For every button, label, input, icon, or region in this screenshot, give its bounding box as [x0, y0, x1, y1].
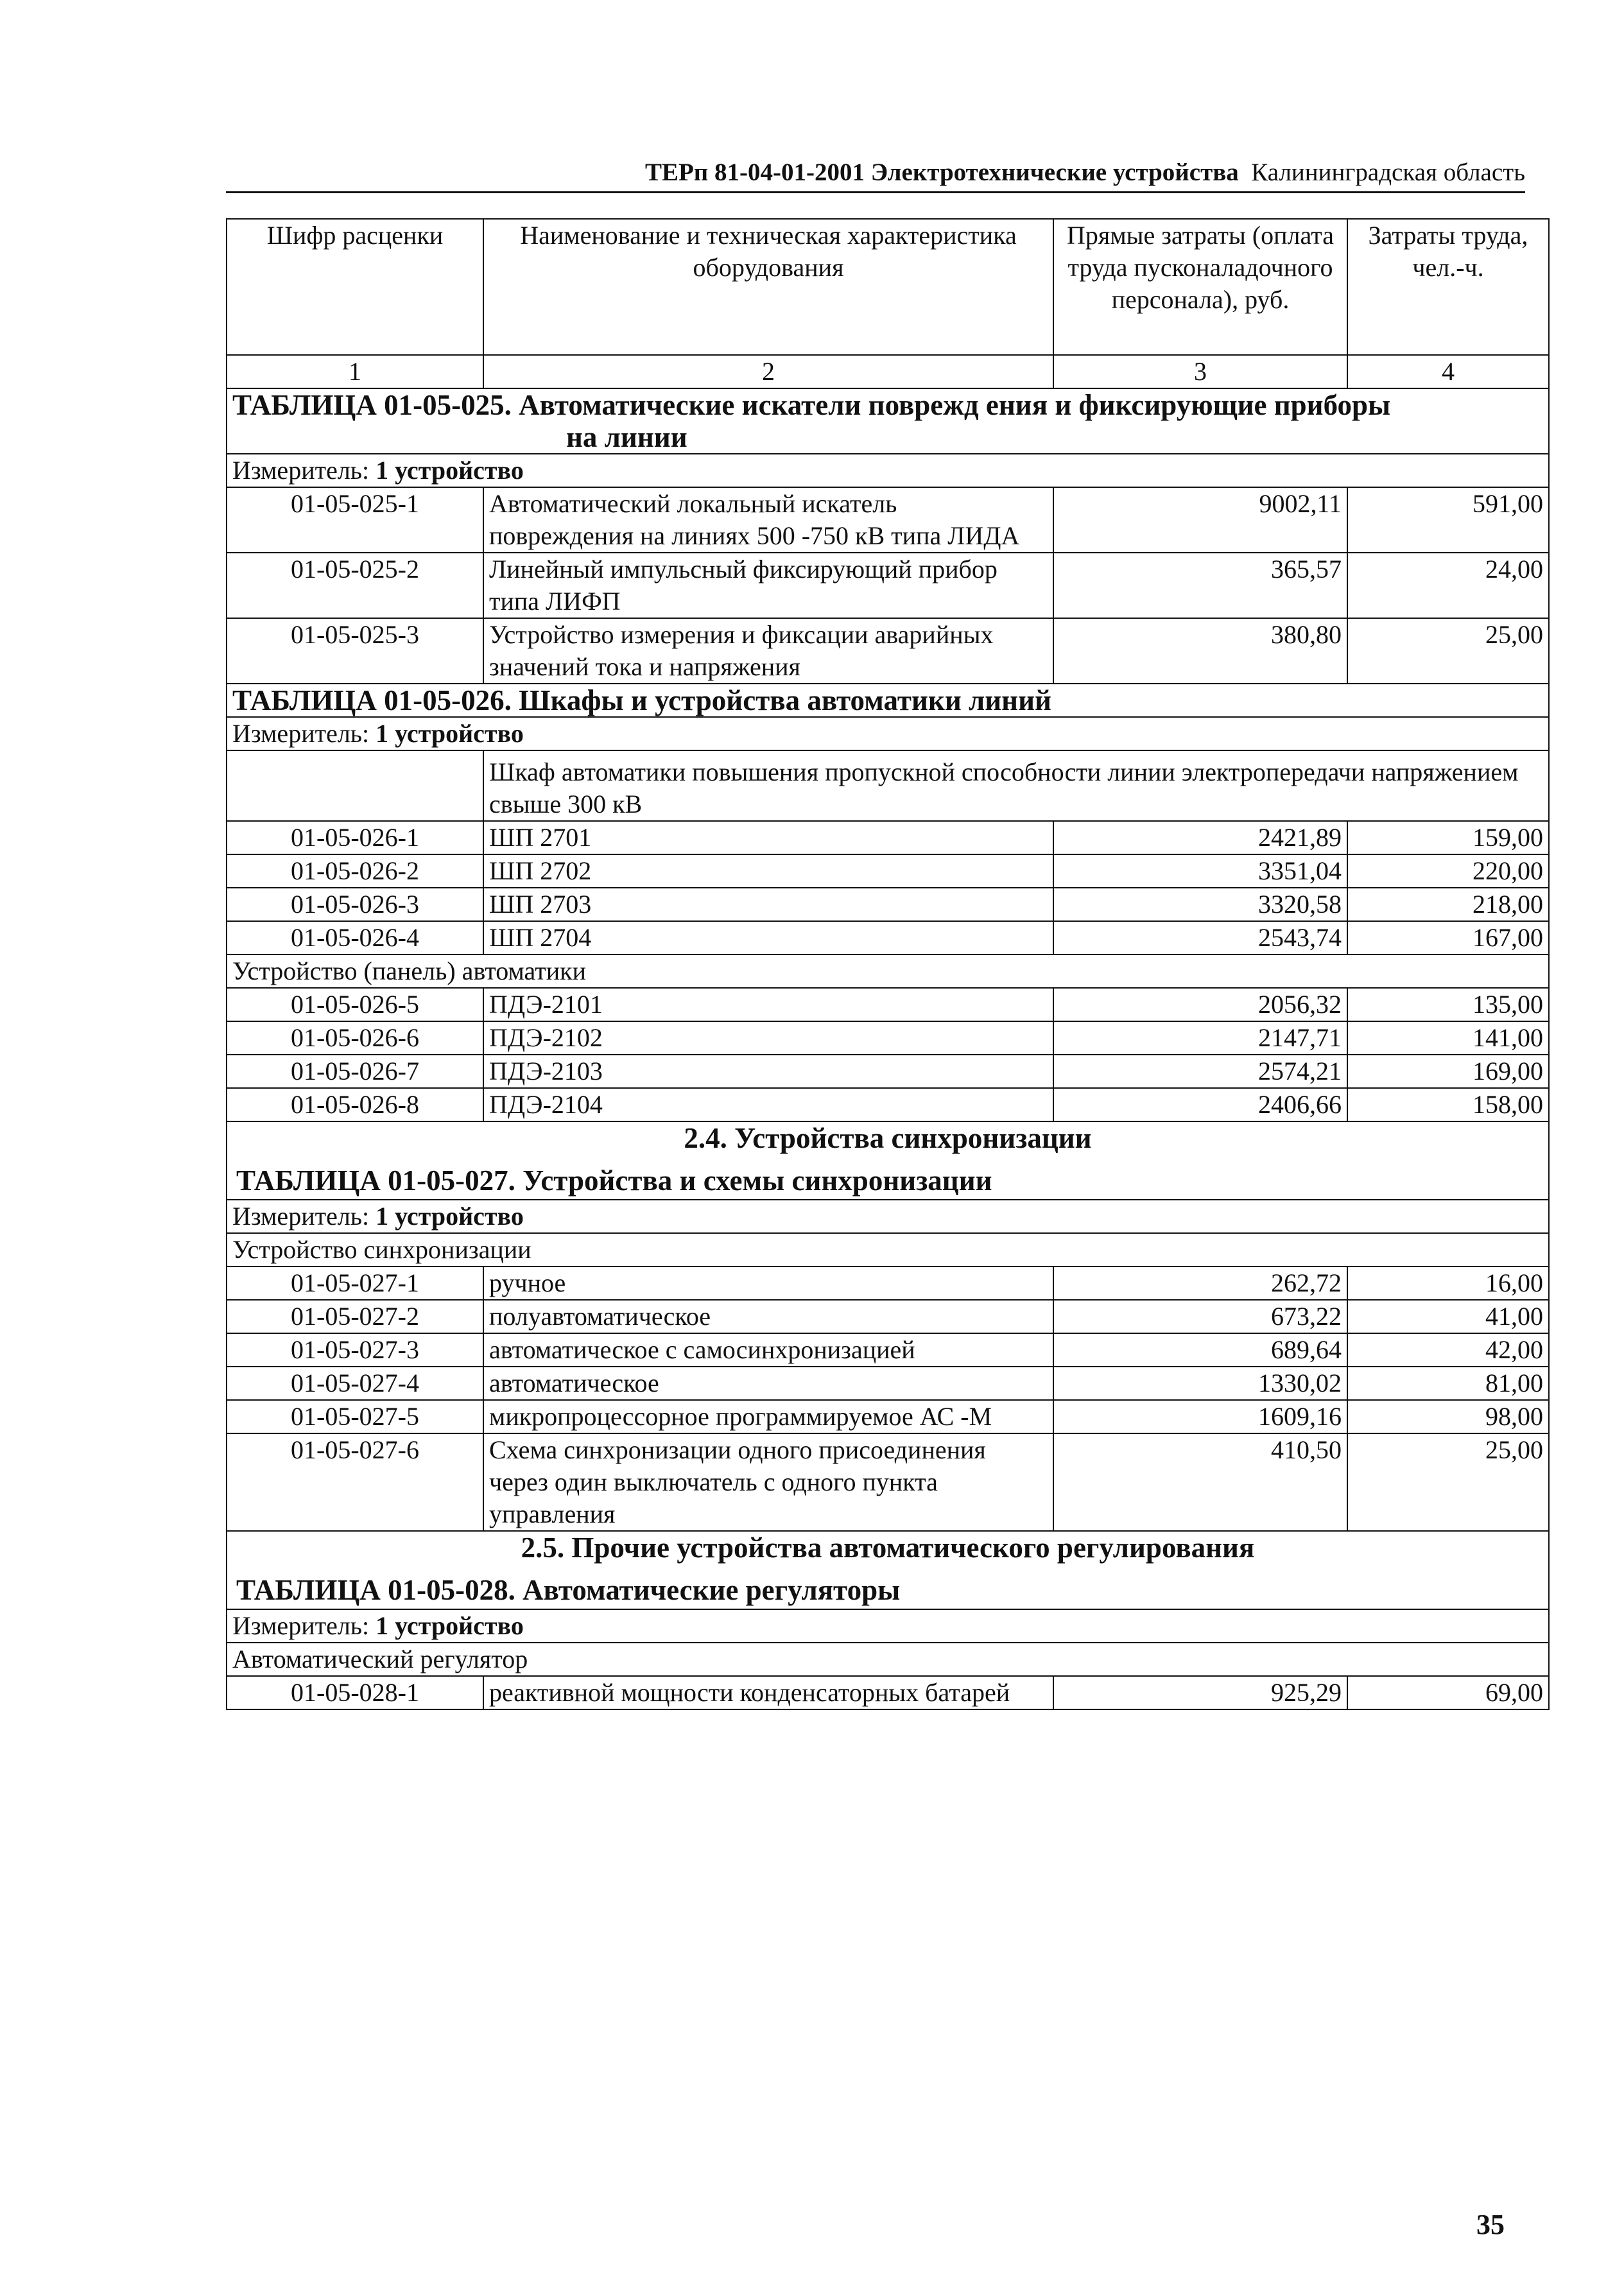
table-row: [227, 1055, 1549, 1088]
table-title-continuation: на линии: [566, 421, 687, 453]
table-row: [227, 1433, 1549, 1531]
table-row: [227, 1021, 1549, 1055]
table-row: [227, 553, 1549, 618]
table-title-025: [227, 388, 1549, 454]
col-header-name: Наименование и техническая характеристика оборудования: [483, 219, 1053, 355]
measure-row: [227, 1200, 1549, 1233]
rate-name: ПДЭ-2103: [483, 1055, 1053, 1088]
rate-code: 01-05-027-2: [227, 1300, 483, 1333]
rate-name: реактивной мощности конденсаторных батарей: [483, 1676, 1053, 1709]
rate-name: Схема синхронизации одного присоединения через один выключатель с одного пункта управления: [483, 1433, 1053, 1531]
rate-labor: 16,00: [1347, 1266, 1549, 1300]
header-region: Калининградская область: [1251, 159, 1525, 186]
rate-code: 01-05-026-3: [227, 888, 483, 921]
measure-label: Измеритель:: [232, 1202, 370, 1231]
table-title-text: ТАБЛИЦА 01-05-025. Автоматические искатели поврежд ения и фиксирующие приборы: [232, 389, 1391, 421]
measure-row: [227, 1609, 1549, 1643]
table-row: [227, 854, 1549, 888]
rate-labor: 25,00: [1347, 618, 1549, 684]
rate-labor: 591,00: [1347, 487, 1549, 553]
table-title-row: [227, 388, 1549, 454]
table-title-028: ТАБЛИЦА 01-05-028. Автоматические регуляторы: [236, 1574, 901, 1606]
rate-cost: 3351,04: [1053, 854, 1347, 888]
table-row: [227, 888, 1549, 921]
rate-cost: 410,50: [1053, 1433, 1347, 1531]
rate-cost: 2406,66: [1053, 1088, 1347, 1121]
rate-code: 01-05-027-3: [227, 1333, 483, 1367]
rate-cost: 689,64: [1053, 1333, 1347, 1367]
rate-cost: 1330,02: [1053, 1367, 1347, 1400]
rate-labor: 69,00: [1347, 1676, 1549, 1709]
section-row: [227, 1121, 1549, 1200]
table-row: [227, 988, 1549, 1021]
rate-labor: 135,00: [1347, 988, 1549, 1021]
table-row: [227, 1676, 1549, 1709]
rate-cost: 925,29: [1053, 1676, 1347, 1709]
measure-value: 1 устройство: [376, 1202, 524, 1231]
rate-name: ПДЭ-2102: [483, 1021, 1053, 1055]
rate-name: ШП 2701: [483, 821, 1053, 854]
rate-labor: 42,00: [1347, 1333, 1549, 1367]
rate-labor: 167,00: [1347, 921, 1549, 955]
rate-cost: 2574,21: [1053, 1055, 1347, 1088]
rate-name: ШП 2704: [483, 921, 1053, 955]
rate-cost: 9002,11: [1053, 487, 1347, 553]
header-doc: ТЕРп 81-04-01-2001 Электротехнические устройства: [644, 159, 1239, 186]
rate-code: 01-05-026-2: [227, 854, 483, 888]
rate-code: 01-05-026-6: [227, 1021, 483, 1055]
table-row: [227, 1400, 1549, 1433]
rate-labor: 41,00: [1347, 1300, 1549, 1333]
rate-labor: 98,00: [1347, 1400, 1549, 1433]
measure-025: [227, 454, 1549, 487]
column-number-row: [227, 355, 1549, 388]
measure-value: 1 устройство: [376, 1611, 524, 1640]
rate-cost: 673,22: [1053, 1300, 1347, 1333]
table-row: [227, 618, 1549, 684]
rate-cost: 2147,71: [1053, 1021, 1347, 1055]
rate-name: ШП 2702: [483, 854, 1053, 888]
table-row: [227, 487, 1549, 553]
col-number-3: 3: [1053, 355, 1347, 388]
table-title-027: ТАБЛИЦА 01-05-027. Устройства и схемы синхронизации: [236, 1164, 992, 1197]
section-title: 2.4. Устройства синхронизации: [684, 1122, 1092, 1154]
rate-name: микропроцессорное программируемое АС -М: [483, 1400, 1053, 1433]
rate-code: 01-05-027-4: [227, 1367, 483, 1400]
rate-code: 01-05-027-1: [227, 1266, 483, 1300]
measure-value: 1 устройство: [376, 456, 524, 485]
measure-label: Измеритель:: [232, 719, 370, 748]
rate-labor: 218,00: [1347, 888, 1549, 921]
rate-cost: 2056,32: [1053, 988, 1347, 1021]
col-header-labor: Затраты труда, чел.-ч.: [1347, 219, 1549, 355]
group-label: Устройство синхронизации: [227, 1233, 1549, 1266]
rate-name: автоматическое: [483, 1367, 1053, 1400]
rate-name: ПДЭ-2101: [483, 988, 1053, 1021]
rate-labor: 81,00: [1347, 1367, 1549, 1400]
table-title-row: [227, 684, 1549, 717]
rate-cost: 2421,89: [1053, 821, 1347, 854]
col-number-1: 1: [227, 355, 483, 388]
table-row: [227, 1367, 1549, 1400]
rate-code: 01-05-026-5: [227, 988, 483, 1021]
measure-label: Измеритель:: [232, 456, 370, 485]
rates-table: [226, 218, 1550, 1710]
rate-code: 01-05-025-3: [227, 618, 483, 684]
rate-code: 01-05-026-7: [227, 1055, 483, 1088]
rate-code: 01-05-026-1: [227, 821, 483, 854]
rate-labor: 169,00: [1347, 1055, 1549, 1088]
measure-026: [227, 717, 1549, 750]
table-header-row: [227, 219, 1549, 355]
section-row: [227, 1531, 1549, 1609]
rate-name: ручное: [483, 1266, 1053, 1300]
rate-name: Автоматический локальный искатель повреждения на линиях 500 -750 кВ типа ЛИДА: [483, 487, 1053, 553]
rate-cost: 1609,16: [1053, 1400, 1347, 1433]
rate-name: Линейный импульсный фиксирующий прибор типа ЛИФП: [483, 553, 1053, 618]
section-title: 2.5. Прочие устройства автоматического регулирования: [521, 1532, 1255, 1564]
rate-name: ПДЭ-2104: [483, 1088, 1053, 1121]
rate-name: полуавтоматическое: [483, 1300, 1053, 1333]
rate-labor: 158,00: [1347, 1088, 1549, 1121]
running-header: [226, 154, 1525, 193]
rate-labor: 220,00: [1347, 854, 1549, 888]
page-number: 35: [1476, 2209, 1505, 2240]
group-row: [227, 955, 1549, 988]
table-row: [227, 921, 1549, 955]
table-row: [227, 1088, 1549, 1121]
rate-labor: 159,00: [1347, 821, 1549, 854]
measure-value: 1 устройство: [376, 719, 524, 748]
measure-row: [227, 454, 1549, 487]
measure-028: [227, 1609, 1549, 1643]
section-heading-2-4: [227, 1121, 1549, 1200]
col-number-2: 2: [483, 355, 1053, 388]
rate-labor: 141,00: [1347, 1021, 1549, 1055]
group-label: Устройство (панель) автоматики: [227, 955, 1549, 988]
rate-code: 01-05-026-8: [227, 1088, 483, 1121]
measure-label: Измеритель:: [232, 1611, 370, 1640]
group-row: [227, 750, 1549, 821]
rate-code: 01-05-027-6: [227, 1433, 483, 1531]
col-number-4: 4: [1347, 355, 1549, 388]
section-heading-2-5: [227, 1531, 1549, 1609]
rate-labor: 24,00: [1347, 553, 1549, 618]
measure-row: [227, 717, 1549, 750]
rate-labor: 25,00: [1347, 1433, 1549, 1531]
rate-name: Устройство измерения и фиксации аварийных значений тока и напряжения: [483, 618, 1053, 684]
rate-cost: 262,72: [1053, 1266, 1347, 1300]
rate-code: 01-05-027-5: [227, 1400, 483, 1433]
col-header-code: Шифр расценки: [227, 219, 483, 355]
table-title-026: ТАБЛИЦА 01-05-026. Шкафы и устройства автоматики линий: [227, 684, 1549, 717]
rate-code: 01-05-025-2: [227, 553, 483, 618]
table-row: [227, 1333, 1549, 1367]
rate-code: 01-05-026-4: [227, 921, 483, 955]
rate-cost: 3320,58: [1053, 888, 1347, 921]
table-row: [227, 821, 1549, 854]
table-row: [227, 1300, 1549, 1333]
rate-code: 01-05-025-1: [227, 487, 483, 553]
col-header-cost: Прямые затраты (оплата труда пусконаладочного персонала), руб.: [1053, 219, 1347, 355]
group-row: [227, 1233, 1549, 1266]
rate-cost: 365,57: [1053, 553, 1347, 618]
rate-name: автоматическое с самосинхронизацией: [483, 1333, 1053, 1367]
measure-027: [227, 1200, 1549, 1233]
table-row: [227, 1266, 1549, 1300]
group-label: Шкаф автоматики повышения пропускной способности линии электропередачи напряжением свыше 300 кВ: [483, 750, 1549, 821]
rate-cost: 2543,74: [1053, 921, 1347, 955]
rate-cost: 380,80: [1053, 618, 1347, 684]
group-blank: [227, 750, 483, 821]
rate-code: 01-05-028-1: [227, 1676, 483, 1709]
group-label: Автоматический регулятор: [227, 1643, 1549, 1676]
rate-name: ШП 2703: [483, 888, 1053, 921]
group-row: [227, 1643, 1549, 1676]
